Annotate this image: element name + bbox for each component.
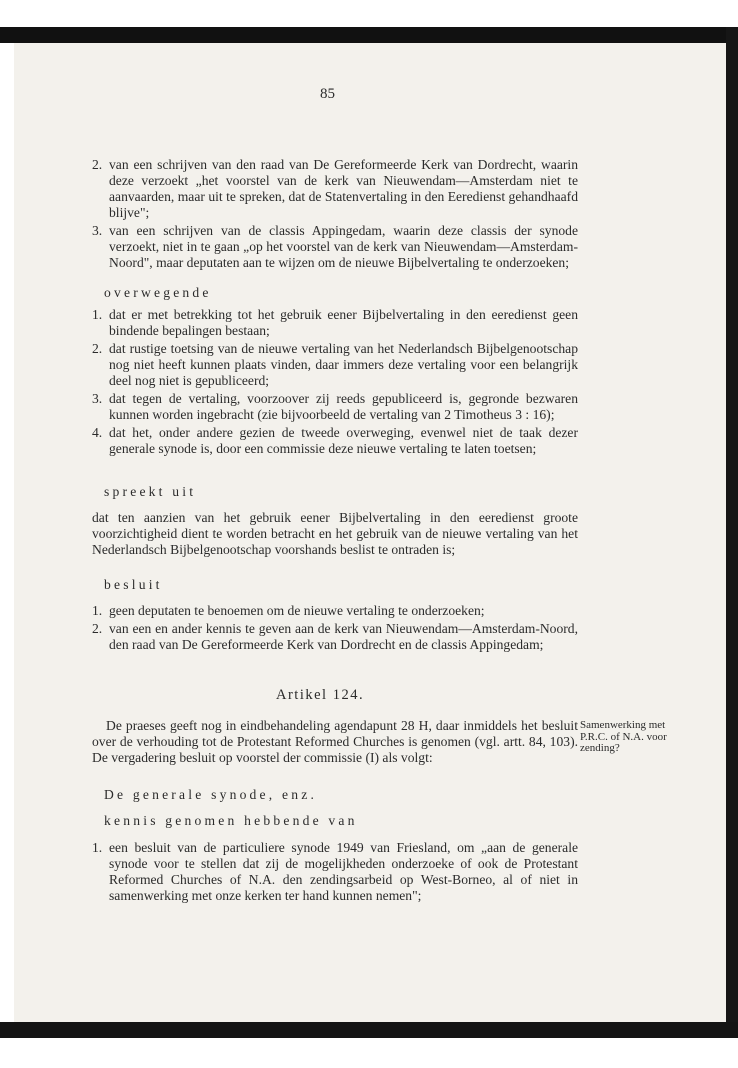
page-number: 85 — [320, 86, 335, 102]
heading-kennis-genomen: kennis genomen hebbende van — [104, 813, 358, 828]
list-item: 3. dat tegen de vertaling, voorzoover zij reeds gepubliceerd is, gegronde bezwaren kunnen worden ingebracht (zie bijvoorbeeld de vertaling van 2 Timotheus 3 : 16); — [92, 391, 578, 422]
list-kennis — [92, 840, 578, 906]
heading-generale-synode: De generale synode, enz. — [104, 787, 318, 802]
scan-right-edge — [726, 27, 738, 1037]
list-item: 1. een besluit van de particuliere synode 1949 van Friesland, om „aan de generale synode voor te stellen dat zij de mogelijkheden onderzoeke of ook de Protestant Reformed Churches of N.A. den zendingsarbeid op West-Borneo, al of niet in samenwerking met onze kerken ter hand kunnen nemen"; — [92, 840, 578, 903]
heading-overwegende: overwegende — [104, 285, 212, 300]
margin-note: Samenwerking met P.R.C. of N.A. voor zending? — [580, 719, 667, 754]
list-item: 3. van een schrijven van de classis Appingedam, waarin deze classis der synode verzoekt, niet in te gaan „op het voorstel van de kerk van Nieuwendam—Amsterdam-Noord", maar deputaten aan te wijzen om de nieuwe Bijbelvertaling te onderzoeken; — [92, 223, 578, 270]
list-item: 1. geen deputaten te benoemen om de nieuwe vertaling te onderzoeken; — [92, 603, 485, 618]
list-item: 2. van een schrijven van den raad van De Gereformeerde Kerk van Dordrecht, waarin deze verzoekt „het voorstel van de kerk van Nieuwendam—Amsterdam niet te aanvaarden, maar uit te spreken, dat de Statenvertaling in den Eeredienst gehandhaafd blijve"; — [92, 157, 578, 220]
list-item: 1. dat er met betrekking tot het gebruik eener Bijbelvertaling in den eeredienst geen bindende bepalingen bestaan; — [92, 307, 578, 338]
list-considerations — [92, 307, 578, 459]
heading-spreekt-uit: spreekt uit — [104, 484, 197, 499]
heading-besluit: besluit — [104, 577, 163, 592]
paragraph-spreekt-uit: dat ten aanzien van het gebruik eener Bijbelvertaling in den eeredienst groote voorzichtigheid dient te worden betracht en het gebruik van de nieuwe vertaling van het Nederlandsch Bijbelgenootschap voorshands beslist te ontraden is; — [92, 510, 578, 557]
list-decisions — [92, 603, 578, 655]
list-item: 2. dat rustige toetsing van de nieuwe vertaling van het Nederlandsch Bijbelgenootschap nog niet heeft kunnen plaats vinden, daar immers deze vertaling voor een belangrijk deel nog niet is gepubliceerd; — [92, 341, 578, 388]
list-item: 4. dat het, onder andere gezien de tweede overweging, evenwel niet de taak dezer generale synode is, door een commissie deze nieuwe vertaling te laten toetsen; — [92, 425, 578, 456]
scan-bottom-edge — [0, 1022, 738, 1038]
article-heading: Artikel 124. — [276, 687, 365, 703]
list-item: 2. van een en ander kennis te geven aan de kerk van Nieuwendam—Amsterdam-Noord, den raad van De Gereformeerde Kerk van Dordrecht en de classis Appingedam; — [92, 621, 578, 652]
scan-top-edge — [0, 27, 726, 43]
list-requests — [92, 157, 578, 273]
paragraph-article-124: De praeses geeft nog in eindbehandeling agendapunt 28 H, daar inmiddels het besluit over de verhouding tot de Protestant Reformed Churches is genomen (vgl. artt. 84, 103). De vergadering besluit op voorstel der commissie (I) als volgt: — [92, 718, 578, 765]
